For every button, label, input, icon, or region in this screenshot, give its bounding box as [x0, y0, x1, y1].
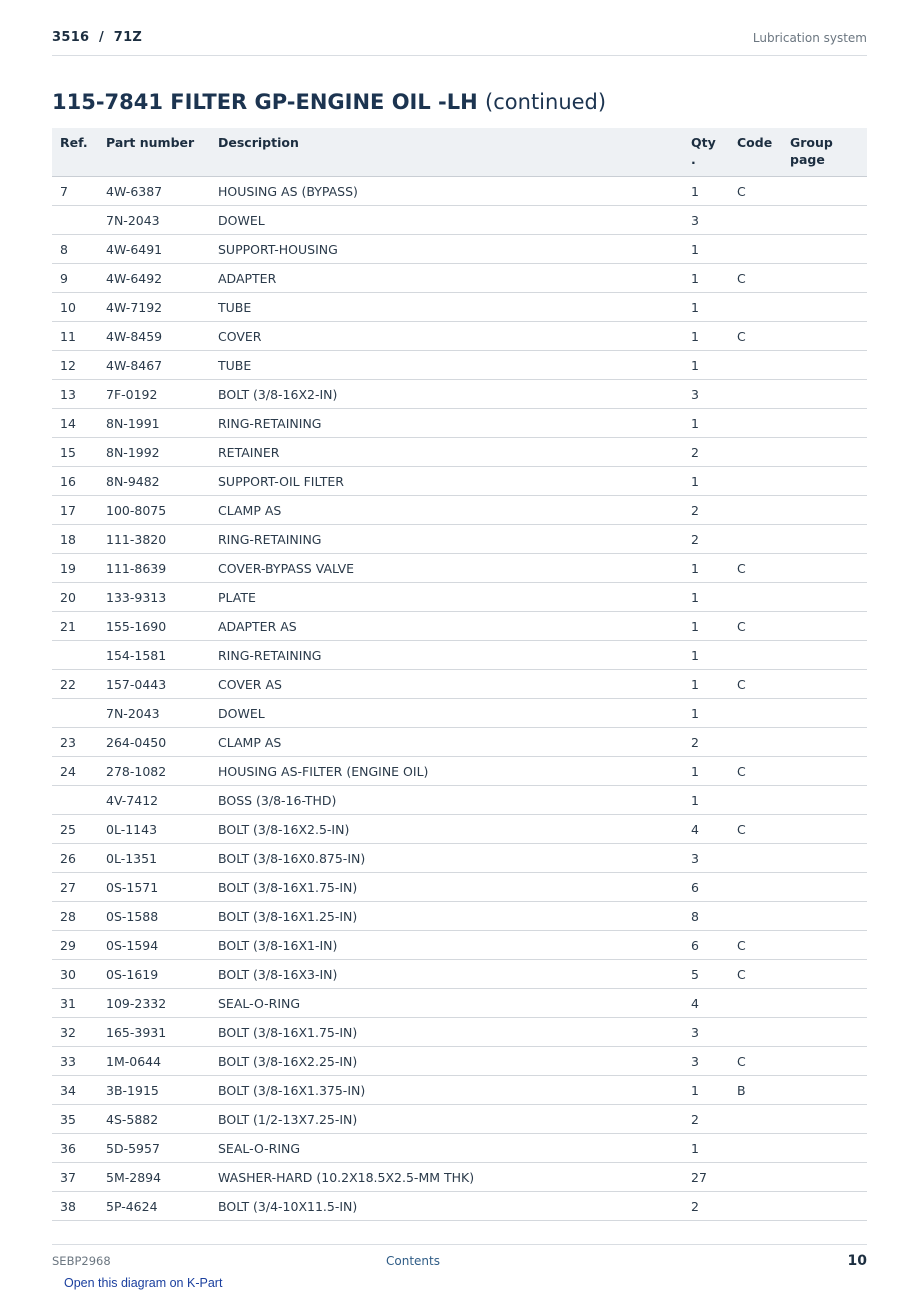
code-cell — [729, 786, 782, 815]
table-row — [52, 380, 867, 409]
part-number-cell: 264-0450 — [98, 728, 210, 757]
ref-cell: 33 — [52, 1047, 98, 1076]
table-row — [52, 989, 867, 1018]
table-row — [52, 235, 867, 264]
part-number-cell: 111-3820 — [98, 525, 210, 554]
description-cell: BOLT (3/8-16X0.875-IN) — [210, 844, 683, 873]
part-number-cell: 165-3931 — [98, 1018, 210, 1047]
description-cell: DOWEL — [210, 699, 683, 728]
description-cell: CLAMP AS — [210, 496, 683, 525]
ref-cell: 36 — [52, 1134, 98, 1163]
group-page-cell — [782, 438, 867, 467]
part-number-cell: 4V-7412 — [98, 786, 210, 815]
part-number-cell: 0L-1143 — [98, 815, 210, 844]
ref-cell — [52, 641, 98, 670]
part-number-cell: 7F-0192 — [98, 380, 210, 409]
qty-cell: 1 — [683, 235, 729, 264]
ref-cell: 8 — [52, 235, 98, 264]
description-cell: PLATE — [210, 583, 683, 612]
part-number-cell: 8N-1991 — [98, 409, 210, 438]
table-row — [52, 873, 867, 902]
group-page-cell — [782, 902, 867, 931]
description-cell: BOLT (3/4-10X11.5-IN) — [210, 1192, 683, 1221]
part-number-cell: 8N-1992 — [98, 438, 210, 467]
group-page-cell — [782, 293, 867, 322]
ref-cell: 23 — [52, 728, 98, 757]
table-row — [52, 612, 867, 641]
table-row — [52, 815, 867, 844]
part-number-cell: 0L-1351 — [98, 844, 210, 873]
code-cell: C — [729, 612, 782, 641]
page-title — [52, 90, 606, 114]
ref-cell: 18 — [52, 525, 98, 554]
part-number-cell: 0S-1594 — [98, 931, 210, 960]
ref-cell: 17 — [52, 496, 98, 525]
table-row — [52, 322, 867, 351]
code-cell: B — [729, 1076, 782, 1105]
part-number-cell: 5M-2894 — [98, 1163, 210, 1192]
part-number-cell: 4W-7192 — [98, 293, 210, 322]
code-cell — [729, 989, 782, 1018]
qty-cell: 1 — [683, 293, 729, 322]
code-cell — [729, 380, 782, 409]
qty-cell: 4 — [683, 989, 729, 1018]
qty-cell: 1 — [683, 699, 729, 728]
description-cell: SEAL-O-RING — [210, 1134, 683, 1163]
description-cell: BOLT (3/8-16X2.25-IN) — [210, 1047, 683, 1076]
table-row — [52, 699, 867, 728]
qty-cell: 1 — [683, 554, 729, 583]
column-header-qty: Qty . — [683, 128, 729, 177]
group-page-cell — [782, 1134, 867, 1163]
description-cell: BOLT (3/8-16X2.5-IN) — [210, 815, 683, 844]
table-row — [52, 1192, 867, 1221]
section-name: Lubrication system — [752, 31, 867, 45]
table-row — [52, 206, 867, 235]
group-page-cell — [782, 554, 867, 583]
table-row — [52, 960, 867, 989]
group-page-cell — [782, 322, 867, 351]
table-row — [52, 583, 867, 612]
group-page-cell — [782, 931, 867, 960]
description-cell: COVER-BYPASS VALVE — [210, 554, 683, 583]
group-page-cell — [782, 206, 867, 235]
ref-cell: 15 — [52, 438, 98, 467]
page-header — [52, 28, 867, 56]
table-row — [52, 757, 867, 786]
description-cell: BOLT (1/2-13X7.25-IN) — [210, 1105, 683, 1134]
qty-cell: 1 — [683, 409, 729, 438]
ref-cell: 38 — [52, 1192, 98, 1221]
code-cell — [729, 438, 782, 467]
table-row — [52, 1047, 867, 1076]
ref-cell: 21 — [52, 612, 98, 641]
part-number-cell: 154-1581 — [98, 641, 210, 670]
group-page-cell — [782, 670, 867, 699]
part-number-cell: 3B-1915 — [98, 1076, 210, 1105]
group-page-cell — [782, 525, 867, 554]
qty-cell: 6 — [683, 873, 729, 902]
code-cell — [729, 583, 782, 612]
code-cell: C — [729, 322, 782, 351]
column-header-group-page: Group page — [782, 128, 867, 177]
column-header-description: Description — [210, 128, 683, 177]
table-row — [52, 1163, 867, 1192]
table-row — [52, 409, 867, 438]
table-row — [52, 1105, 867, 1134]
group-page-cell — [782, 699, 867, 728]
qty-cell: 1 — [683, 1134, 729, 1163]
qty-cell: 2 — [683, 525, 729, 554]
description-cell: ADAPTER — [210, 264, 683, 293]
table-row — [52, 264, 867, 293]
table-row — [52, 786, 867, 815]
ref-cell: 28 — [52, 902, 98, 931]
document-code: SEBP2968 — [52, 1254, 111, 1268]
table-row — [52, 467, 867, 496]
table-row — [52, 554, 867, 583]
qty-cell: 3 — [683, 1047, 729, 1076]
code-cell — [729, 235, 782, 264]
description-cell: CLAMP AS — [210, 728, 683, 757]
code-cell: C — [729, 815, 782, 844]
group-page-cell — [782, 641, 867, 670]
code-cell — [729, 728, 782, 757]
page-number: 10 — [847, 1253, 867, 1269]
group-page-cell — [782, 786, 867, 815]
open-diagram-link[interactable]: Open this diagram on K-Part — [64, 1276, 223, 1290]
description-cell: ADAPTER AS — [210, 612, 683, 641]
header-row — [52, 128, 867, 177]
ref-cell: 26 — [52, 844, 98, 873]
column-header-ref: Ref. — [52, 128, 98, 177]
description-cell: WASHER-HARD (10.2X18.5X2.5-MM THK) — [210, 1163, 683, 1192]
description-cell: BOLT (3/8-16X1.75-IN) — [210, 873, 683, 902]
parts-table-body — [52, 177, 867, 1221]
table-row — [52, 728, 867, 757]
part-number-cell: 7N-2043 — [98, 699, 210, 728]
qty-cell: 3 — [683, 380, 729, 409]
qty-cell: 3 — [683, 844, 729, 873]
description-cell: BOLT (3/8-16X3-IN) — [210, 960, 683, 989]
table-row — [52, 351, 867, 380]
ref-cell: 34 — [52, 1076, 98, 1105]
part-number-cell: 100-8075 — [98, 496, 210, 525]
code-cell: C — [729, 1047, 782, 1076]
description-cell: SUPPORT-OIL FILTER — [210, 467, 683, 496]
part-number-cell: 4S-5882 — [98, 1105, 210, 1134]
ref-cell: 25 — [52, 815, 98, 844]
code-cell — [729, 496, 782, 525]
document-id: 3516 / 71Z — [52, 30, 143, 45]
qty-cell: 2 — [683, 438, 729, 467]
ref-cell — [52, 786, 98, 815]
code-cell — [729, 525, 782, 554]
group-page-cell — [782, 235, 867, 264]
qty-cell: 2 — [683, 1192, 729, 1221]
part-number-cell: 4W-6491 — [98, 235, 210, 264]
table-row — [52, 525, 867, 554]
table-row — [52, 293, 867, 322]
description-cell: RING-RETAINING — [210, 525, 683, 554]
qty-cell: 1 — [683, 264, 729, 293]
qty-cell: 1 — [683, 467, 729, 496]
ref-cell: 10 — [52, 293, 98, 322]
description-cell: BOLT (3/8-16X1.25-IN) — [210, 902, 683, 931]
description-cell: BOLT (3/8-16X1.375-IN) — [210, 1076, 683, 1105]
ref-cell — [52, 206, 98, 235]
ref-cell — [52, 699, 98, 728]
part-number-cell: 278-1082 — [98, 757, 210, 786]
code-cell: C — [729, 960, 782, 989]
qty-cell: 2 — [683, 496, 729, 525]
code-cell — [729, 409, 782, 438]
ref-cell: 30 — [52, 960, 98, 989]
qty-cell: 1 — [683, 177, 729, 206]
qty-cell: 1 — [683, 351, 729, 380]
table-row — [52, 844, 867, 873]
group-page-cell — [782, 989, 867, 1018]
code-cell — [729, 1018, 782, 1047]
table-row — [52, 1076, 867, 1105]
qty-cell: 8 — [683, 902, 729, 931]
ref-cell: 31 — [52, 989, 98, 1018]
column-header-part-number: Part number — [98, 128, 210, 177]
group-page-cell — [782, 264, 867, 293]
table-row — [52, 177, 867, 206]
group-page-cell — [782, 1018, 867, 1047]
ref-cell: 11 — [52, 322, 98, 351]
qty-cell: 1 — [683, 612, 729, 641]
group-page-cell — [782, 380, 867, 409]
qty-cell: 1 — [683, 757, 729, 786]
ref-cell: 37 — [52, 1163, 98, 1192]
group-page-cell — [782, 177, 867, 206]
group-page-cell — [782, 1047, 867, 1076]
code-cell — [729, 206, 782, 235]
description-cell: DOWEL — [210, 206, 683, 235]
code-cell — [729, 641, 782, 670]
part-number-cell: 155-1690 — [98, 612, 210, 641]
group-page-cell — [782, 1163, 867, 1192]
qty-cell: 1 — [683, 322, 729, 351]
description-cell: SUPPORT-HOUSING — [210, 235, 683, 264]
table-row — [52, 931, 867, 960]
code-cell: C — [729, 931, 782, 960]
ref-cell: 13 — [52, 380, 98, 409]
code-cell: C — [729, 757, 782, 786]
description-cell: COVER AS — [210, 670, 683, 699]
description-cell: RING-RETAINING — [210, 409, 683, 438]
table-row — [52, 670, 867, 699]
group-page-cell — [782, 728, 867, 757]
group-page-cell — [782, 815, 867, 844]
qty-cell: 1 — [683, 1076, 729, 1105]
qty-cell: 1 — [683, 786, 729, 815]
ref-cell: 32 — [52, 1018, 98, 1047]
group-page-cell — [782, 351, 867, 380]
ref-cell: 16 — [52, 467, 98, 496]
ref-cell: 20 — [52, 583, 98, 612]
ref-cell: 14 — [52, 409, 98, 438]
part-number-cell: 4W-8459 — [98, 322, 210, 351]
page-footer — [52, 1244, 867, 1275]
part-number-cell: 7N-2043 — [98, 206, 210, 235]
code-cell — [729, 699, 782, 728]
table-row — [52, 438, 867, 467]
description-cell: BOLT (3/8-16X1-IN) — [210, 931, 683, 960]
ref-cell: 24 — [52, 757, 98, 786]
group-page-cell — [782, 1192, 867, 1221]
title-continued-label: (continued) — [485, 90, 607, 114]
ref-cell: 12 — [52, 351, 98, 380]
description-cell: BOLT (3/8-16X2-IN) — [210, 380, 683, 409]
code-cell — [729, 1105, 782, 1134]
group-page-cell — [782, 612, 867, 641]
description-cell: COVER — [210, 322, 683, 351]
code-cell — [729, 902, 782, 931]
part-number-cell: 0S-1619 — [98, 960, 210, 989]
ref-cell: 22 — [52, 670, 98, 699]
parts-table-header — [52, 128, 867, 177]
table-row — [52, 641, 867, 670]
code-cell — [729, 844, 782, 873]
group-page-cell — [782, 1105, 867, 1134]
code-cell — [729, 1163, 782, 1192]
code-cell — [729, 467, 782, 496]
code-cell: C — [729, 554, 782, 583]
code-cell: C — [729, 264, 782, 293]
parts-table — [52, 128, 867, 1221]
title-group-name: 115-7841 FILTER GP-ENGINE OIL -LH — [52, 90, 478, 114]
code-cell: C — [729, 670, 782, 699]
ref-cell: 9 — [52, 264, 98, 293]
qty-cell: 2 — [683, 728, 729, 757]
qty-cell: 3 — [683, 206, 729, 235]
qty-cell: 1 — [683, 583, 729, 612]
description-cell: RING-RETAINING — [210, 641, 683, 670]
group-page-cell — [782, 960, 867, 989]
group-page-cell — [782, 467, 867, 496]
part-number-cell: 8N-9482 — [98, 467, 210, 496]
ref-cell: 27 — [52, 873, 98, 902]
group-page-cell — [782, 873, 867, 902]
contents-link[interactable]: Contents — [386, 1254, 440, 1268]
qty-cell: 1 — [683, 670, 729, 699]
qty-cell: 4 — [683, 815, 729, 844]
part-number-cell: 5P-4624 — [98, 1192, 210, 1221]
description-cell: TUBE — [210, 351, 683, 380]
description-cell: BOSS (3/8-16-THD) — [210, 786, 683, 815]
part-number-cell: 5D-5957 — [98, 1134, 210, 1163]
ref-cell: 7 — [52, 177, 98, 206]
qty-cell: 2 — [683, 1105, 729, 1134]
qty-cell: 1 — [683, 641, 729, 670]
code-cell — [729, 351, 782, 380]
qty-cell: 6 — [683, 931, 729, 960]
code-cell — [729, 1134, 782, 1163]
description-cell: HOUSING AS (BYPASS) — [210, 177, 683, 206]
part-number-cell: 0S-1588 — [98, 902, 210, 931]
part-number-cell: 133-9313 — [98, 583, 210, 612]
description-cell: BOLT (3/8-16X1.75-IN) — [210, 1018, 683, 1047]
table-row — [52, 496, 867, 525]
description-cell: TUBE — [210, 293, 683, 322]
code-cell: C — [729, 177, 782, 206]
group-page-cell — [782, 583, 867, 612]
code-cell — [729, 873, 782, 902]
part-number-cell: 109-2332 — [98, 989, 210, 1018]
part-number-cell: 1M-0644 — [98, 1047, 210, 1076]
part-number-cell: 157-0443 — [98, 670, 210, 699]
code-cell — [729, 1192, 782, 1221]
ref-cell: 29 — [52, 931, 98, 960]
group-page-cell — [782, 409, 867, 438]
ref-cell: 19 — [52, 554, 98, 583]
group-page-cell — [782, 844, 867, 873]
part-number-cell: 4W-6387 — [98, 177, 210, 206]
description-cell: SEAL-O-RING — [210, 989, 683, 1018]
group-page-cell — [782, 496, 867, 525]
part-number-cell: 111-8639 — [98, 554, 210, 583]
part-number-cell: 4W-8467 — [98, 351, 210, 380]
ref-cell: 35 — [52, 1105, 98, 1134]
table-row — [52, 1134, 867, 1163]
qty-cell: 27 — [683, 1163, 729, 1192]
code-cell — [729, 293, 782, 322]
table-row — [52, 1018, 867, 1047]
table-row — [52, 902, 867, 931]
part-number-cell: 4W-6492 — [98, 264, 210, 293]
part-number-cell: 0S-1571 — [98, 873, 210, 902]
description-cell: RETAINER — [210, 438, 683, 467]
group-page-cell — [782, 757, 867, 786]
qty-cell: 3 — [683, 1018, 729, 1047]
group-page-cell — [782, 1076, 867, 1105]
column-header-code: Code — [729, 128, 782, 177]
description-cell: HOUSING AS-FILTER (ENGINE OIL) — [210, 757, 683, 786]
qty-cell: 5 — [683, 960, 729, 989]
